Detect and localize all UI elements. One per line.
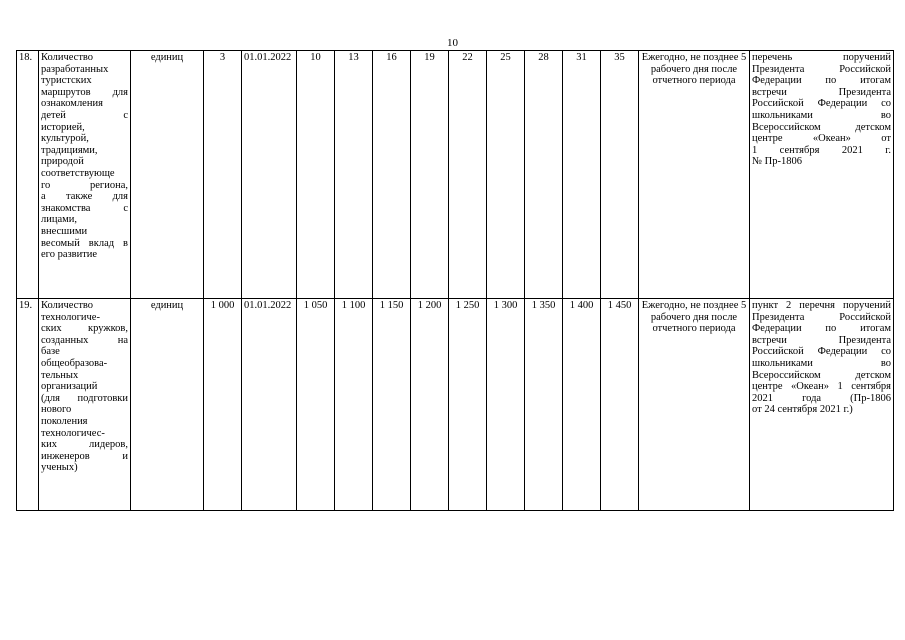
target-value-cell: 16 bbox=[373, 51, 411, 299]
indicator-name-line: созданных на bbox=[41, 334, 128, 346]
target-value-cell: 1 200 bbox=[411, 299, 449, 511]
source-document-cell bbox=[750, 51, 894, 299]
source-document-line: № Пр-1806 bbox=[752, 156, 802, 168]
indicator-name-line: культурой, bbox=[41, 133, 89, 145]
indicator-name-line: технологиче- bbox=[41, 311, 100, 323]
indicator-name-line: поколения bbox=[41, 415, 88, 427]
source-document-line: встречи Президента bbox=[752, 86, 891, 98]
indicator-name-line: нового bbox=[41, 404, 72, 416]
target-value-cell: 10 bbox=[297, 51, 335, 299]
source-document-line: встречи Президента bbox=[752, 334, 891, 346]
target-value-cell: 13 bbox=[335, 51, 373, 299]
table-row bbox=[17, 299, 894, 511]
target-value-cell: 1 100 bbox=[335, 299, 373, 511]
indicator-name-line: маршрутов для bbox=[41, 86, 128, 98]
source-document-line: центре «Океан» 1 сентября bbox=[752, 381, 891, 393]
source-document-line: Российской Федерации со bbox=[752, 98, 891, 110]
target-value-cell: 25 bbox=[487, 51, 525, 299]
source-document-line: Президента Российской bbox=[752, 311, 891, 323]
target-value-cell: 1 300 bbox=[487, 299, 525, 511]
indicator-name-line: технологичес- bbox=[41, 427, 105, 439]
source-document-line: перечень поручений bbox=[752, 52, 891, 63]
indicator-name-line: соответствующе bbox=[41, 167, 115, 179]
indicator-name-line: инженеров и bbox=[41, 450, 128, 462]
source-document-line: Всероссийском детском bbox=[752, 369, 891, 381]
base-value-cell: 3 bbox=[204, 51, 242, 299]
target-value-cell: 28 bbox=[525, 51, 563, 299]
source-document-line: Президента Российской bbox=[752, 63, 891, 75]
source-document-line: пункт 2 перечня поручений bbox=[752, 300, 891, 311]
indicator-name-line: разработанных bbox=[41, 63, 109, 75]
indicator-name-line: лицами, bbox=[41, 214, 78, 226]
indicator-name-line: базе bbox=[41, 346, 60, 358]
indicator-name-line: общеобразова- bbox=[41, 357, 108, 369]
indicator-name-line: ких лидеров, bbox=[41, 439, 128, 451]
indicator-name-line: традициями, bbox=[41, 144, 98, 156]
indicator-name-line: тельных bbox=[41, 369, 79, 381]
indicator-name-line: весомый вклад в bbox=[41, 237, 128, 249]
source-document-line: 2021 года (Пр-1806 bbox=[752, 392, 891, 404]
indicator-name-line: ских кружков, bbox=[41, 323, 128, 335]
indicator-name-line: историей, bbox=[41, 121, 85, 133]
target-value-cell: 1 150 bbox=[373, 299, 411, 511]
base-date-cell: 01.01.2022 bbox=[242, 299, 297, 511]
row-number: 19. bbox=[17, 299, 39, 511]
indicator-name-line: внесшими bbox=[41, 225, 88, 237]
target-value-cell: 35 bbox=[601, 51, 639, 299]
target-value-cell: 1 050 bbox=[297, 299, 335, 511]
indicator-name-line: туристских bbox=[41, 75, 92, 87]
indicator-name bbox=[39, 51, 131, 299]
indicator-name-line: организаций bbox=[41, 381, 98, 393]
indicator-name-line: ознакомления bbox=[41, 98, 103, 110]
source-document-line: школьниками во bbox=[752, 357, 891, 369]
indicator-name-line: детей с bbox=[41, 109, 128, 121]
indicator-name-line: знакомства с bbox=[41, 202, 128, 214]
source-document-line: Всероссийском детском bbox=[752, 121, 891, 133]
target-value-cell: 31 bbox=[563, 51, 601, 299]
frequency-cell: Ежегодно, не позднее 5 рабочего дня после отчетного периода bbox=[639, 51, 750, 299]
indicators-table bbox=[16, 50, 894, 511]
source-document-line: от 24 сентября 2021 г.) bbox=[752, 404, 853, 416]
source-document-line: Федерации по итогам bbox=[752, 323, 891, 335]
indicator-name-line: Количество bbox=[41, 300, 94, 311]
indicator-name-line: Количество bbox=[41, 52, 94, 63]
indicator-name bbox=[39, 299, 131, 511]
indicator-name-line: го региона, bbox=[41, 179, 128, 191]
source-document-line: школьниками во bbox=[752, 109, 891, 121]
target-value-cell: 1 250 bbox=[449, 299, 487, 511]
indicator-name-line: природой bbox=[41, 156, 84, 168]
indicator-name-line: его развитие bbox=[41, 249, 98, 261]
indicator-name-line: а также для bbox=[41, 191, 128, 203]
indicator-name-line: (для подготовки bbox=[41, 392, 128, 404]
unit-cell: единиц bbox=[131, 51, 204, 299]
source-document-line: 1 сентября 2021 г. bbox=[752, 144, 891, 156]
source-document-cell bbox=[750, 299, 894, 511]
target-value-cell: 19 bbox=[411, 51, 449, 299]
unit-cell: единиц bbox=[131, 299, 204, 511]
indicator-name-line: ученых) bbox=[41, 462, 78, 474]
target-value-cell: 1 400 bbox=[563, 299, 601, 511]
frequency-cell: Ежегодно, не позднее 5 рабочего дня после отчетного периода bbox=[639, 299, 750, 511]
source-document-line: Федерации по итогам bbox=[752, 75, 891, 87]
page-number: 10 bbox=[447, 37, 458, 49]
base-date-cell: 01.01.2022 bbox=[242, 51, 297, 299]
base-value-cell: 1 000 bbox=[204, 299, 242, 511]
row-number: 18. bbox=[17, 51, 39, 299]
target-value-cell: 1 350 bbox=[525, 299, 563, 511]
target-value-cell: 22 bbox=[449, 51, 487, 299]
source-document-line: центре «Океан» от bbox=[752, 133, 891, 145]
source-document-line: Российской Федерации со bbox=[752, 346, 891, 358]
target-value-cell: 1 450 bbox=[601, 299, 639, 511]
table-row bbox=[17, 51, 894, 299]
